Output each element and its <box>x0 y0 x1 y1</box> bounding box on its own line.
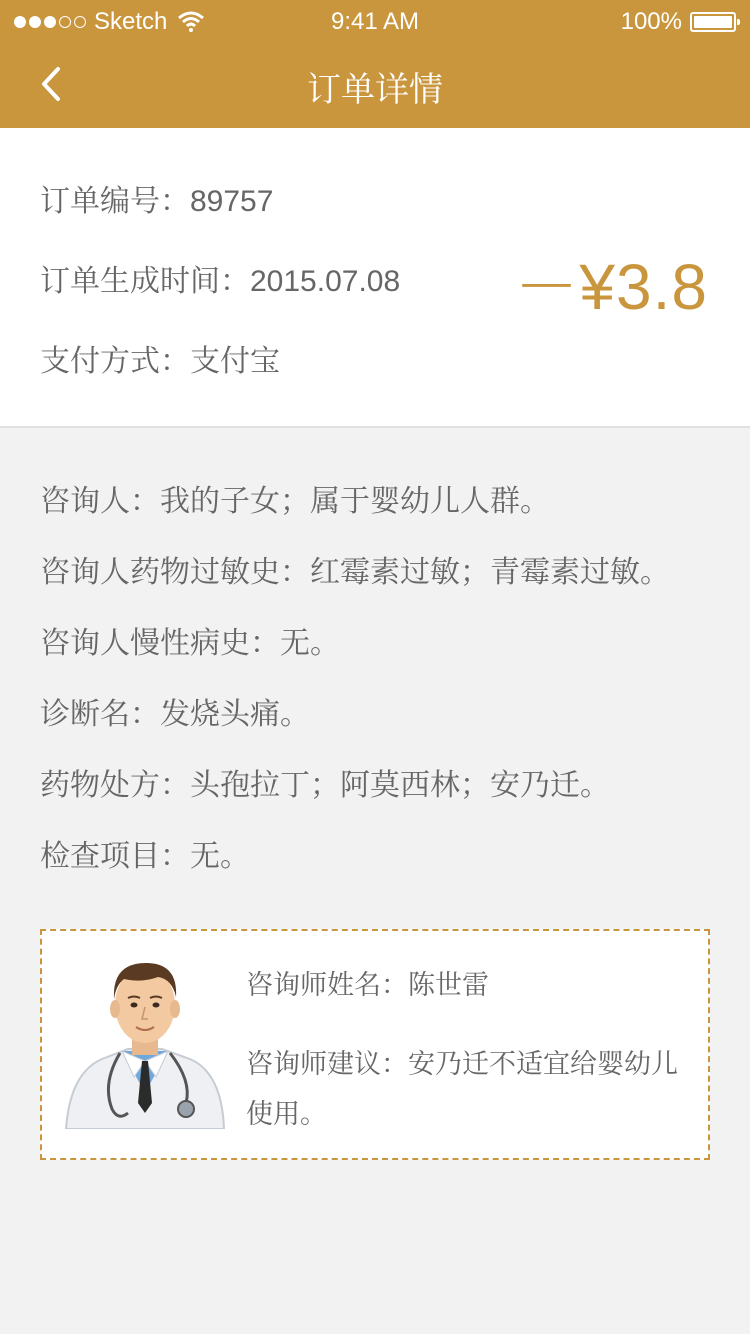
allergy-history-line: 咨询人药物过敏史：红霉素过敏；青霉素过敏。 <box>40 556 670 589</box>
order-time-value: 2015.07.08 <box>250 265 401 298</box>
order-amount: －¥3.8 <box>514 251 708 323</box>
advisor-name: 咨询师姓名：陈世雷 <box>246 970 489 1000</box>
order-number-value: 89757 <box>190 185 274 218</box>
battery-fill <box>694 16 732 28</box>
battery-group <box>621 8 736 36</box>
advisor-card <box>40 929 710 1160</box>
payment-method-value: 支付宝 <box>190 345 280 378</box>
page-title: 订单详情 <box>307 71 443 109</box>
examination-line: 检查项目：无。 <box>40 840 250 873</box>
doctor-avatar-icon <box>62 953 228 1129</box>
advisor-advice: 咨询师建议：安乃迁不适宜给婴幼儿使用。 <box>246 1049 678 1129</box>
order-number-label: 订单编号： <box>40 185 190 218</box>
carrier-name: Sketch <box>94 8 168 35</box>
order-number-row <box>40 176 273 220</box>
status-bar <box>0 0 750 40</box>
payment-method-label: 支付方式： <box>40 345 190 378</box>
consult-info-list <box>40 476 720 902</box>
payment-method-row <box>40 336 280 380</box>
status-time: 9:41 AM <box>330 8 420 35</box>
consult-person-line: 咨询人：我的子女；属于婴幼儿人群。 <box>40 485 550 518</box>
nav-bar <box>0 40 750 128</box>
order-time-label: 订单生成时间： <box>40 265 250 298</box>
chronic-history-line: 咨询人慢性病史：无。 <box>40 627 340 660</box>
order-summary-card <box>0 128 750 428</box>
prescription-line: 药物处方：头孢拉丁；阿莫西林；安乃迁。 <box>40 769 610 802</box>
battery-percent: 100% <box>620 8 682 35</box>
battery-icon <box>690 12 736 32</box>
diagnosis-line: 诊断名：发烧头痛。 <box>40 698 310 731</box>
order-time-row <box>40 256 400 300</box>
